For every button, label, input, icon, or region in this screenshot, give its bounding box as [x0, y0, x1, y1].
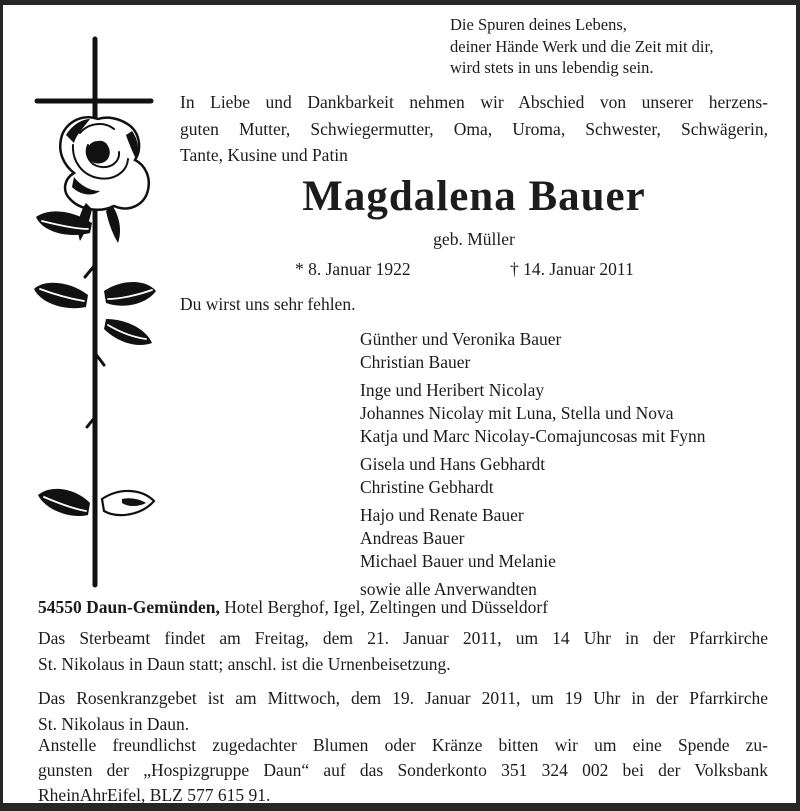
mourner-line: Michael Bauer und Melanie [360, 551, 556, 571]
birth-date: * 8. Januar 1922 [295, 259, 411, 279]
text-line: RheinAhrEifel, BLZ 577 615 91. [38, 785, 271, 805]
text-line: Das Sterbeamt findet am Freitag, dem 21. Januar 2011, um 14 Uhr in der Pfarrkirche [38, 628, 768, 648]
donation-paragraph [38, 733, 768, 808]
mourner-line: Hajo und Renate Bauer [360, 505, 524, 525]
mourner-line: Christine Gebhardt [360, 477, 494, 497]
farewell-line: Du wirst uns sehr fehlen. [180, 294, 356, 314]
cross-rose-illustration [28, 33, 166, 596]
text-line: Das Rosenkranzgebet ist am Mittwoch, dem 19. Januar 2011, um 19 Uhr in der Pfarrkirche [38, 688, 768, 708]
mourner-line: Gisela und Hans Gebhardt [360, 454, 546, 474]
mourner-group [360, 453, 706, 499]
text-line: Tante, Kusine und Patin [180, 145, 348, 165]
mourner-line: Johannes Nicolay mit Luna, Stella und Nova [360, 403, 674, 423]
intro-paragraph [180, 89, 768, 169]
text-line: wird stets in uns lebendig sein. [450, 58, 654, 77]
epigraph-verse [450, 14, 713, 79]
maiden-name: geb. Müller [433, 229, 515, 249]
text-line: guten Mutter, Schwiegermutter, Oma, Uroma, Schwester, Schwägerin, [180, 118, 768, 139]
location-postal-city: 54550 Daun-Gemünden, [38, 597, 220, 617]
mourner-line: Katja und Marc Nicolay-Comajuncosas mit Fynn [360, 426, 706, 446]
text-line: gunsten der „Hospizgruppe Daun“ auf das Sonderkonto 351 324 002 bei der Volksbank [38, 760, 768, 780]
mourner-group [360, 379, 706, 448]
text-line: In Liebe und Dankbarkeit nehmen wir Abschied von unserer herzens- [180, 92, 768, 112]
mourner-line: Andreas Bauer [360, 528, 465, 548]
text-line: St. Nikolaus in Daun. [38, 714, 190, 734]
mourner-line: Inge und Heribert Nicolay [360, 380, 545, 400]
mourner-line: Christian Bauer [360, 352, 471, 372]
text-line: Anstelle freundlichst zugedachter Blumen oder Kränze bitten wir um eine Spende zu- [38, 735, 768, 755]
text-line: deiner Hände Werk und die Zeit mit dir, [450, 36, 714, 56]
mourner-line: sowie alle Anverwandten [360, 579, 537, 599]
location-places: Hotel Berghof, Igel, Zeltingen und Düsseldorf [219, 597, 549, 617]
funeral-service-paragraph [38, 625, 768, 677]
mourner-group [360, 328, 706, 374]
mourner-line: Günther und Veronika Bauer [360, 329, 562, 349]
rosary-paragraph [38, 685, 768, 737]
death-date: † 14. Januar 2011 [510, 259, 634, 279]
mourner-group [360, 504, 706, 573]
deceased-name: Magdalena Bauer [302, 173, 646, 220]
cross-rose-icon [28, 33, 166, 591]
text-line: St. Nikolaus in Daun statt; anschl. ist die Urnenbeisetzung. [38, 654, 451, 674]
mourners-list [360, 328, 706, 606]
location-line [38, 597, 548, 618]
text-line: Die Spuren deines Lebens, [450, 15, 627, 34]
